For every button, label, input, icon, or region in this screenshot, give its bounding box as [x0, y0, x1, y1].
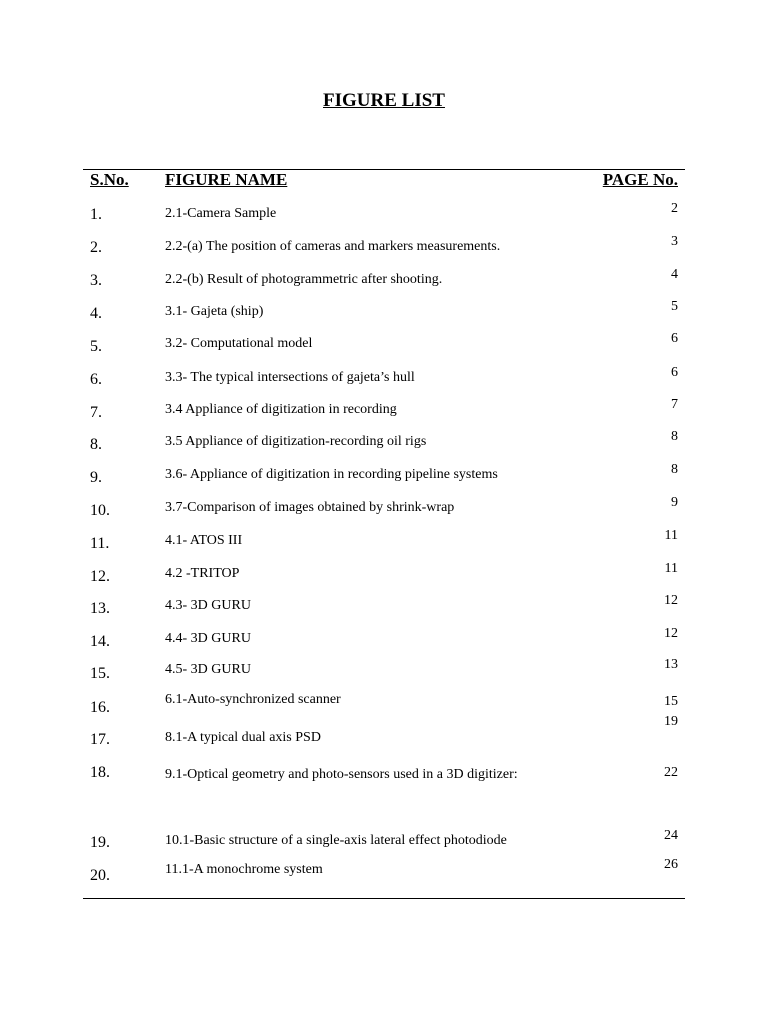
- row-sno: 11.: [90, 535, 110, 552]
- row-page-no: 19: [664, 714, 678, 729]
- table-row: [0, 692, 768, 716]
- table-row: [0, 857, 768, 884]
- row-figure-name: 3.3- The typical intersections of gajeta’s hull: [165, 370, 415, 385]
- row-sno: 2.: [90, 239, 102, 256]
- row-sno: 8.: [90, 436, 102, 453]
- table-row: [0, 528, 768, 552]
- row-figure-name: 3.4 Appliance of digitization in recording: [165, 402, 397, 417]
- row-figure-name: 10.1-Basic structure of a single-axis lateral effect photodiode: [165, 833, 507, 848]
- row-page-no: 2: [671, 201, 678, 216]
- row-figure-name: 4.5- 3D GURU: [165, 662, 251, 677]
- row-page-no: 8: [671, 429, 678, 444]
- row-page-no: 13: [664, 657, 678, 672]
- row-figure-name: 2.1-Camera Sample: [165, 206, 277, 221]
- row-figure-name: 3.5 Appliance of digitization-recording oil rigs: [165, 434, 427, 449]
- header-sno: S.No.: [90, 170, 129, 189]
- row-sno: 14.: [90, 633, 110, 650]
- row-figure-name: 3.7-Comparison of images obtained by shrink-wrap: [165, 500, 455, 515]
- row-sno: 9.: [90, 469, 102, 486]
- row-page-no: 6: [671, 331, 678, 346]
- table-row: [0, 234, 768, 256]
- row-page-no: 5: [671, 299, 678, 314]
- page-title: FIGURE LIST: [323, 90, 445, 111]
- row-sno: 5.: [90, 338, 102, 355]
- row-page-no: 6: [671, 365, 678, 380]
- table-row: [0, 626, 768, 650]
- table-row: [0, 762, 768, 782]
- table-row: [0, 397, 768, 421]
- header-figure-name: FIGURE NAME: [165, 170, 288, 189]
- table-row: [0, 331, 768, 355]
- row-sno: 7.: [90, 404, 102, 421]
- row-figure-name: 8.1-A typical dual axis PSD: [165, 730, 321, 745]
- row-sno: 10.: [90, 502, 110, 519]
- table-row: [0, 828, 768, 851]
- table-row: [0, 201, 768, 223]
- row-figure-name: 11.1-A monochrome system: [165, 862, 323, 877]
- row-page-no: 15: [664, 694, 678, 709]
- row-page-no: 11: [664, 528, 678, 543]
- table-bottom-rule: [83, 898, 685, 899]
- row-figure-name: 4.1- ATOS III: [165, 533, 243, 548]
- row-figure-name: 6.1-Auto-synchronized scanner: [165, 692, 341, 707]
- row-sno: 1.: [90, 206, 102, 223]
- row-sno: 17.: [90, 731, 110, 748]
- row-page-no: 3: [671, 234, 678, 249]
- row-sno: 12.: [90, 568, 110, 585]
- table-row: [0, 429, 768, 453]
- row-page-no: 8: [671, 462, 678, 477]
- row-page-no: 26: [664, 857, 678, 872]
- row-figure-name: 4.2 -TRITOP: [165, 566, 240, 581]
- row-sno: 6.: [90, 371, 102, 388]
- table-row: [0, 267, 768, 289]
- row-figure-name: 3.6- Appliance of digitization in recording pipeline systems: [165, 467, 498, 482]
- row-sno: 20.: [90, 867, 110, 884]
- table-row: [0, 593, 768, 617]
- table-row: [0, 714, 768, 748]
- row-page-no: 12: [664, 626, 678, 641]
- row-page-no: 4: [671, 267, 678, 282]
- row-figure-name: 4.4- 3D GURU: [165, 631, 251, 646]
- table-row: [0, 495, 768, 519]
- row-page-no: 22: [664, 765, 678, 780]
- table-row: [0, 561, 768, 585]
- row-figure-name: 2.2-(a) The position of cameras and markers measurements.: [165, 239, 501, 254]
- table-row: [0, 299, 768, 322]
- table-row: [0, 462, 768, 486]
- row-sno: 13.: [90, 600, 110, 617]
- row-sno: 18.: [90, 764, 110, 781]
- row-figure-name: 9.1-Optical geometry and photo-sensors used in a 3D digitizer:: [165, 767, 518, 782]
- row-page-no: 7: [671, 397, 678, 412]
- row-sno: 3.: [90, 272, 102, 289]
- row-figure-name: 3.1- Gajeta (ship): [165, 304, 264, 319]
- row-sno: 16.: [90, 699, 110, 716]
- row-figure-name: 3.2- Computational model: [165, 336, 313, 351]
- row-figure-name: 4.3- 3D GURU: [165, 598, 251, 613]
- header-page-no: PAGE No.: [602, 170, 678, 189]
- row-sno: 4.: [90, 305, 102, 322]
- row-page-no: 12: [664, 593, 678, 608]
- table-row: [0, 657, 768, 682]
- row-page-no: 11: [664, 561, 678, 576]
- row-page-no: 9: [671, 495, 678, 510]
- row-sno: 19.: [90, 834, 110, 851]
- row-page-no: 24: [664, 828, 678, 843]
- row-figure-name: 2.2-(b) Result of photogrammetric after shooting.: [165, 272, 443, 287]
- row-sno: 15.: [90, 665, 110, 682]
- table-row: [0, 365, 768, 388]
